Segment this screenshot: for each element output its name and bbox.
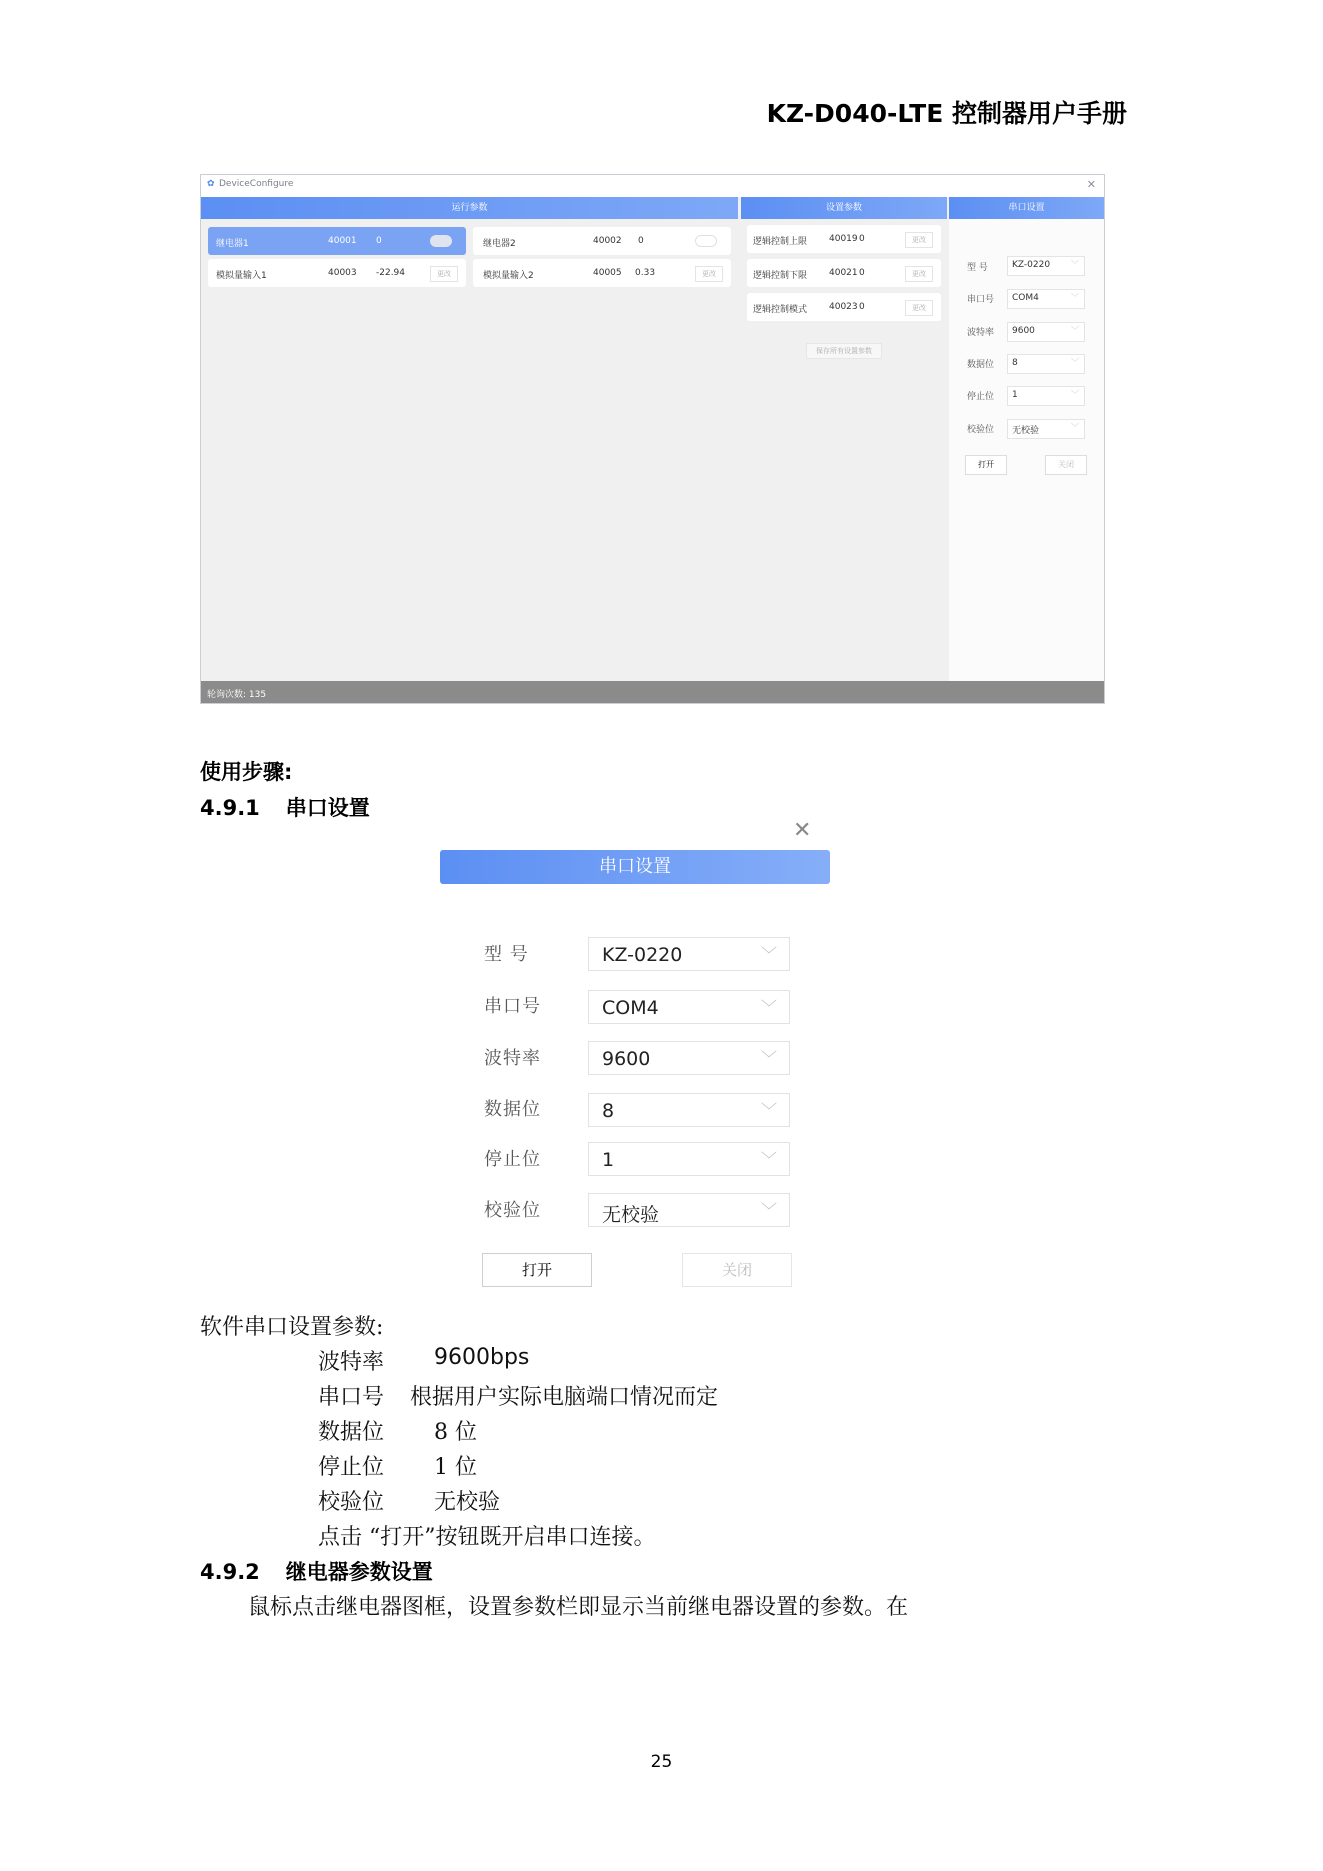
- dialog-model-value: KZ-0220: [602, 944, 683, 966]
- setting-value: 0: [859, 268, 865, 278]
- relay-toggle[interactable]: [695, 235, 717, 247]
- setting-params-header: 设置参数: [741, 197, 947, 219]
- dialog-model-label: 型 号: [484, 944, 529, 965]
- close-port-button[interactable]: 关闭: [1045, 455, 1087, 475]
- data-bits-select[interactable]: [1007, 354, 1085, 374]
- relay-label: 继电器2: [483, 239, 516, 249]
- dialog-data-bits-value: 8: [602, 1100, 615, 1122]
- setting-label: 逻辑控制下限: [753, 271, 808, 281]
- setting-row: [747, 259, 941, 287]
- dialog-header: 串口设置: [440, 850, 830, 884]
- relay-value: 0: [638, 236, 644, 246]
- param-key: 校验位: [318, 1490, 385, 1515]
- com-select[interactable]: [1007, 289, 1085, 309]
- window-title: DeviceConfigure: [219, 179, 294, 189]
- param-value: 根据用户实际电脑端口情况而定: [410, 1385, 719, 1410]
- param-key: 波特率: [318, 1350, 385, 1375]
- setting-params-panel: [741, 219, 947, 681]
- setting-address: 40023: [829, 302, 858, 312]
- section-4-9-2-heading: [200, 1556, 433, 1586]
- analog-edit-button[interactable]: 更改: [430, 266, 458, 282]
- relay-value: 0: [376, 236, 382, 246]
- click-note: 点击 “打开”按钮既开启串口连接。: [318, 1525, 656, 1550]
- chevron-down-icon: ﹀: [1071, 326, 1079, 335]
- param-value: 9600bps: [434, 1345, 530, 1370]
- baud-label: 波特率: [967, 328, 995, 338]
- stop-bits-select[interactable]: [1007, 386, 1085, 406]
- chevron-down-icon: ﹀: [760, 1101, 777, 1120]
- model-select[interactable]: [1007, 256, 1085, 276]
- dialog-com-value: COM4: [602, 997, 659, 1019]
- setting-edit-button[interactable]: 更改: [905, 300, 933, 316]
- chevron-down-icon: ﹀: [1071, 293, 1079, 302]
- param-key: 串口号: [318, 1385, 385, 1410]
- baud-select[interactable]: [1007, 322, 1085, 342]
- param-key: 数据位: [318, 1420, 385, 1445]
- dialog-parity-value: 无校验: [602, 1204, 660, 1226]
- poll-count-text: 轮询次数: 135: [207, 690, 267, 700]
- section-title: 串口设置: [285, 796, 370, 820]
- dialog-parity-select[interactable]: [588, 1193, 790, 1227]
- param-value: 无校验: [434, 1490, 501, 1515]
- chevron-down-icon: ﹀: [760, 945, 777, 964]
- param-value: 8 位: [434, 1420, 477, 1445]
- device-configure-window: [200, 174, 1105, 704]
- setting-edit-button[interactable]: 更改: [905, 232, 933, 248]
- dialog-baud-value: 9600: [602, 1048, 651, 1070]
- dialog-stop-bits-label: 停止位: [484, 1149, 541, 1170]
- analog-label: 模拟量输入1: [216, 271, 267, 281]
- data-bits-label: 数据位: [967, 360, 995, 370]
- relay-address: 40002: [593, 236, 622, 246]
- dialog-com-select[interactable]: [588, 990, 790, 1024]
- model-label: 型 号: [967, 263, 988, 273]
- chevron-down-icon: ﹀: [1071, 390, 1079, 399]
- model-value: KZ-0220: [1012, 260, 1051, 270]
- com-label: 串口号: [967, 295, 995, 305]
- chevron-down-icon: ﹀: [1071, 260, 1079, 269]
- chevron-down-icon: ﹀: [1071, 358, 1079, 367]
- setting-label: 逻辑控制上限: [753, 237, 808, 247]
- setting-address: 40021: [829, 268, 858, 278]
- analog-address: 40003: [328, 268, 357, 278]
- setting-row: [747, 225, 941, 253]
- chevron-down-icon: ﹀: [760, 1049, 777, 1068]
- analog-address: 40005: [593, 268, 622, 278]
- dialog-stop-bits-select[interactable]: [588, 1142, 790, 1176]
- close-icon[interactable]: ✕: [1086, 178, 1096, 191]
- stop-bits-value: 1: [1012, 390, 1018, 400]
- save-all-settings-button[interactable]: 保存所有设置参数: [806, 343, 882, 359]
- dialog-stop-bits-value: 1: [602, 1149, 615, 1171]
- param-key: 停止位: [318, 1455, 385, 1480]
- status-bar: [201, 681, 1104, 703]
- setting-row: [747, 293, 941, 321]
- dialog-open-button[interactable]: 打开: [482, 1253, 592, 1287]
- relay-card-2[interactable]: [473, 227, 731, 255]
- analog-edit-button[interactable]: 更改: [695, 266, 723, 282]
- relay-toggle[interactable]: [430, 235, 452, 247]
- port-settings-panel: [949, 219, 1104, 681]
- run-params-panel: [201, 219, 738, 681]
- setting-address: 40019: [829, 234, 858, 244]
- parity-select[interactable]: [1007, 419, 1085, 439]
- section-title: 继电器参数设置: [285, 1560, 433, 1584]
- usage-heading: 使用步骤:: [200, 760, 293, 784]
- baud-value: 9600: [1012, 326, 1035, 336]
- analog-value: -22.94: [376, 268, 406, 278]
- dialog-data-bits-label: 数据位: [484, 1099, 541, 1120]
- analog-label: 模拟量输入2: [483, 271, 534, 281]
- relay-paragraph: 鼠标点击继电器图框，设置参数栏即显示当前继电器设置的参数。在: [248, 1595, 909, 1620]
- setting-value: 0: [859, 234, 865, 244]
- relay-card-1[interactable]: [208, 227, 466, 255]
- dialog-com-label: 串口号: [484, 996, 541, 1017]
- param-value: 1 位: [434, 1455, 477, 1480]
- run-params-header: 运行参数: [201, 197, 738, 219]
- data-bits-value: 8: [1012, 358, 1018, 368]
- dialog-parity-label: 校验位: [484, 1200, 541, 1221]
- dialog-baud-select[interactable]: [588, 1041, 790, 1075]
- dialog-baud-label: 波特率: [484, 1048, 541, 1069]
- document-title: KZ-D040-LTE 控制器用户手册: [766, 99, 1127, 128]
- dialog-data-bits-select[interactable]: [588, 1093, 790, 1127]
- analog-value: 0.33: [635, 268, 656, 278]
- chevron-down-icon: ﹀: [760, 998, 777, 1017]
- relay-address: 40001: [328, 236, 357, 246]
- window-titlebar: [201, 175, 1104, 197]
- dialog-close-icon[interactable]: ✕: [793, 818, 812, 843]
- chevron-down-icon: ﹀: [760, 1150, 777, 1169]
- port-settings-header: 串口设置: [949, 197, 1104, 219]
- setting-edit-button[interactable]: 更改: [905, 266, 933, 282]
- relay-label: 继电器1: [216, 239, 249, 249]
- com-value: COM4: [1012, 293, 1039, 303]
- chevron-down-icon: ﹀: [760, 1201, 777, 1220]
- section-number: 4.9.1: [200, 796, 260, 820]
- params-intro: 软件串口设置参数:: [200, 1315, 384, 1340]
- parity-value: 无校验: [1012, 426, 1040, 436]
- setting-value: 0: [859, 302, 865, 312]
- dialog-close-button[interactable]: 关闭: [682, 1253, 792, 1287]
- analog-card-2: [473, 259, 731, 287]
- section-4-9-1-heading: [200, 792, 370, 822]
- app-logo-icon: ✿: [207, 179, 215, 189]
- analog-card-1: [208, 259, 466, 287]
- open-port-button[interactable]: 打开: [965, 455, 1007, 475]
- section-number: 4.9.2: [200, 1560, 260, 1584]
- chevron-down-icon: ﹀: [1071, 423, 1079, 432]
- parity-label: 校验位: [967, 425, 995, 435]
- stop-bits-label: 停止位: [967, 392, 995, 402]
- dialog-model-select[interactable]: [588, 937, 790, 971]
- setting-label: 逻辑控制模式: [753, 305, 808, 315]
- page-number: 25: [650, 1752, 673, 1772]
